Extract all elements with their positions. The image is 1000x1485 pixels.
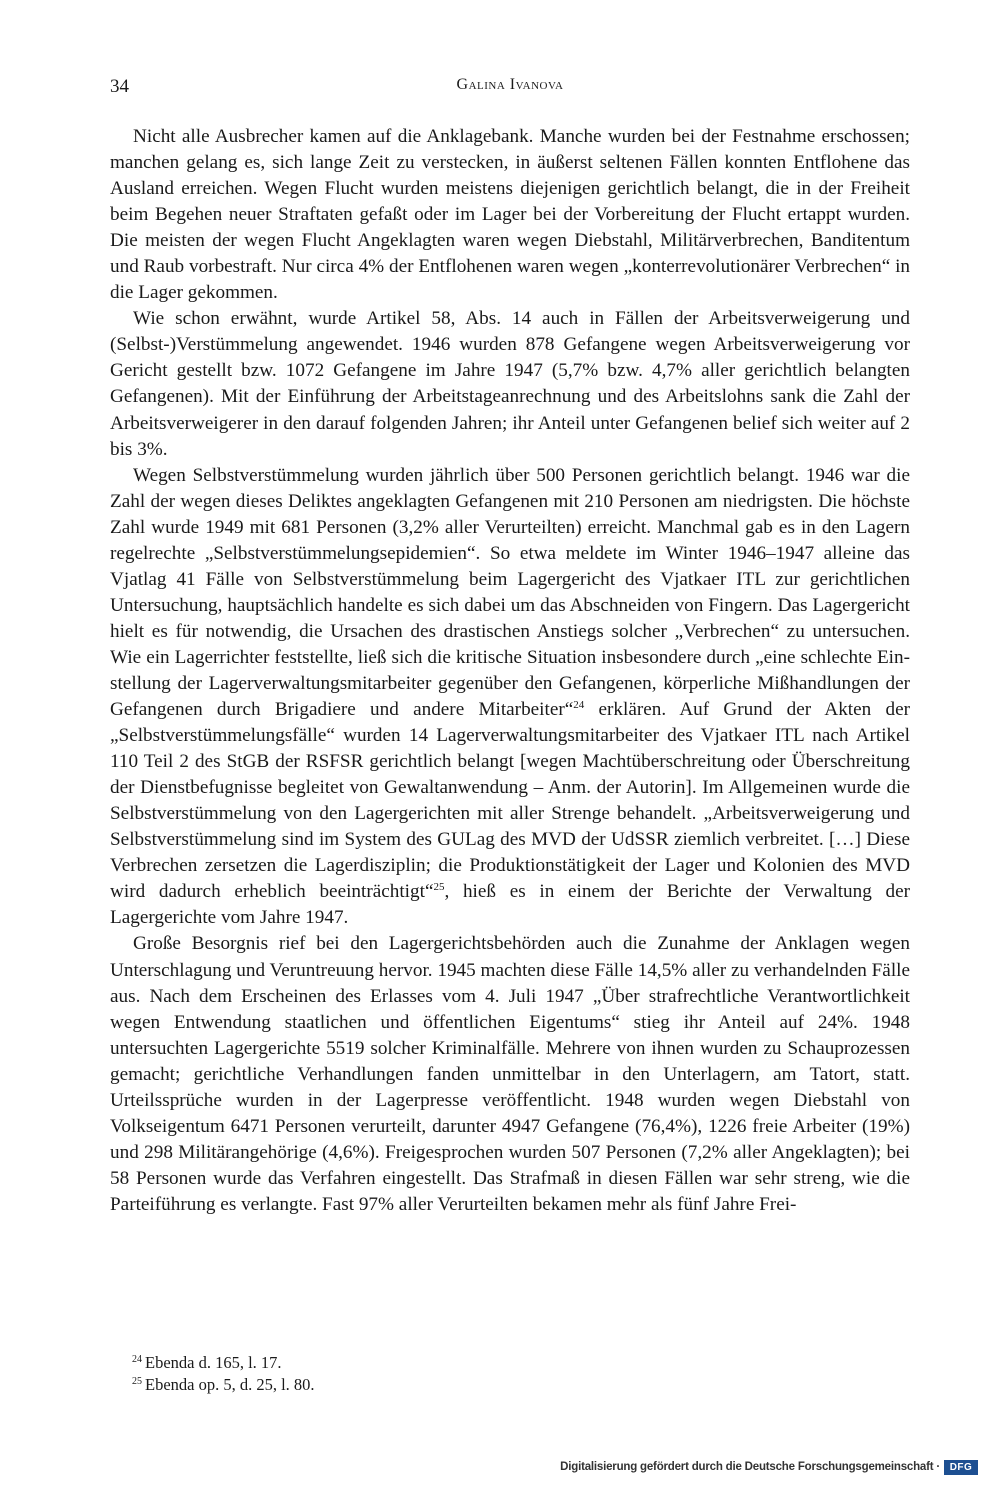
paragraph-4: Große Besorgnis rief bei den Lagergerichtsbehörden auch die Zunahme der Anklagen wegen Unterschlagung und Veruntreuung hervor. 1945 machten diese Fälle 14,5% aller zu verhandelnden Fälle aus. Nach dem Erscheinen des Erlasses vom 4. Juli 1947 „Über strafrechtliche Verantwortlichkeit wegen Entwendung staatlichen und öffentlichen Eigentums“ stieg ihr Anteil auf 24%. 1948 untersuchten Lagergerichte 5519 solcher Kriminalfälle. Mehrere von ihnen wurden zu Schauprozessen gemacht; gerichtliche Verhandlungen fanden unmittelbar in den Unterlagern, am Tatort, statt. Urteilssprüche wurden in der Lagerpresse veröffentlicht. 1948 wurden wegen Diebstahl von Volkseigentum 6471 Personen verurteilt, darunter 4947 Gefangene (76,4%), 1226 freie Arbeiter (19%) und 298 Militärangehörige (4,6%). Freigesprochen wurden 507 Personen (7,2% aller Angeklagten); bei 58 Personen wurde das Verfahren eingestellt. Das Strafmaß in diesen Fällen war sehr streng, wie die Parteiführung es verlangte. Fast 97% aller Verurteilten bekamen mehr als fünf Jahre Frei- [110, 933, 910, 1215]
paragraph-3-text-c: , hieß es in einem der Berichte der Verwaltung der Lagergerichte vom Jahre 1947. [110, 881, 911, 929]
dfg-logo-icon: DFG [944, 1460, 978, 1475]
paragraph-3-text-a: Wegen Selbstverstümmelung wurden jährlich über 500 Personen gerichtlich belangt. 1946 war die Zahl der wegen dieses Deliktes angeklagten Gefangenen mit 210 Personen am niedrigsten. Die höchste Zahl wurde 1949 mit 681 Personen (3,2% aller Verurteilten) erreicht. Manchmal gab es in den Lagern regelrechte „Selbstverstümmelungsepidemien“. So etwa meldete im Winter 1946–1947 alleine das Vjatlag 41 Fälle von Selbstverstümmelung beim Lagergericht des Vjatkaer ITL zur gerichtlichen Untersuchung, hauptsächlich handelte es sich dabei um das Abschneiden von Fingern. Das Lagergericht hielt es für notwendig, die Ursachen des drastischen Anstiegs solcher „Verbrechen“ zu untersuchen. Wie ein Lagerrichter feststellte, ließ sich die kritische Situation insbesondere durch „eine schlechte Einstellung der Lagerverwaltungsmitarbeiter gegenüber den Gefangenen, körperliche Mißhandlungen der Gefangenen durch Brigadiere und andere Mitarbeiter“ [110, 464, 910, 721]
paragraph-3-text-b: erklären. Auf Grund der Akten der „Selbstverstümmelungsfälle“ wurden 14 Lagerverwaltungsmitarbeiter des Vjatkaer ITL nach Artikel 110 Teil 2 des StGB der RSFSR gerichtlich belangt [wegen Machtüberschreitung oder Überschreitung der Dienstbefugnisse begleitet von Gewaltanwendung – Anm. der Autorin]. Im Allgemeinen wurde die Selbstverstümmelung von den Lagergerichten mit aller Strenge behandelt. „Arbeitsverweigerung und Selbstverstümmelung sind im System des GULag des MVD der UdSSR ziemlich verbreitet. […] Diese Verbrechen zersetzen die Lagerdisziplin; die Produktionstätigkeit der Lager und Kolonien des MVD wird dadurch erheblich beeinträchtigt“ [110, 699, 910, 903]
footnote-number: 24 [132, 1354, 142, 1365]
footnote-25 [132, 1374, 892, 1396]
running-head: Galina Ivanova [456, 76, 564, 93]
footnote-24 [132, 1352, 892, 1374]
footnote-ref-24[interactable]: 24 [573, 699, 585, 712]
page-number: 34 [110, 76, 129, 97]
paragraph-3 [110, 463, 910, 932]
footnotes [132, 1352, 892, 1396]
paragraph-2: Wie schon erwähnt, wurde Artikel 58, Abs. 14 auch in Fällen der Arbeitsverweigerung und (Selbst-)Verstümmelung angewendet. 1946 wurden 878 Gefangene wegen Arbeitsverweigerung vor Gericht gestellt bzw. 1072 Gefangene im Jahre 1947 (5,7% bzw. 4,7% aller gerichtlich belangten Gefangenen). Mit der Einführung der Arbeitstageanrechnung und des Arbeitslohns sank die Zahl der Arbeitsverweigerer in den darauf folgenden Jahren; ihr Anteil unter Gefangenen belief sich weiter auf 2 bis 3%. [110, 308, 910, 460]
footnote-ref-25[interactable]: 25 [433, 881, 445, 894]
footnote-text: Ebenda op. 5, d. 25, l. 80. [145, 1375, 315, 1394]
body-text [110, 124, 910, 1218]
footnote-number: 25 [132, 1376, 142, 1387]
credit-text: Digitalisierung gefördert durch die Deutsche Forschungsgemeinschaft · [560, 1461, 940, 1473]
paragraph-1: Nicht alle Ausbrecher kamen auf die Anklagebank. Manche wurden bei der Festnahme erschossen; manchen gelang es, sich lange Zeit zu verstecken, in äußerst seltenen Fällen konnten Entflohene das Ausland erreichen. Wegen Flucht wurden meistens diejenigen gerichtlich belangt, die in der Freiheit beim Begehen neuer Straftaten gefaßt oder im Lager bei der Vorbereitung der Flucht ertappt wurden. Die meisten der wegen Flucht Angeklagten waren wegen Diebstahl, Militärverbrechen, Banditentum und Raub vorbestraft. Nur circa 4% der Entflohenen waren wegen „konterrevolutionärer Verbrechen“ in die Lager gekommen. [110, 126, 910, 304]
footnote-text: Ebenda d. 165, l. 17. [145, 1353, 282, 1372]
page-header [110, 76, 910, 102]
digitization-credit [560, 1458, 978, 1476]
